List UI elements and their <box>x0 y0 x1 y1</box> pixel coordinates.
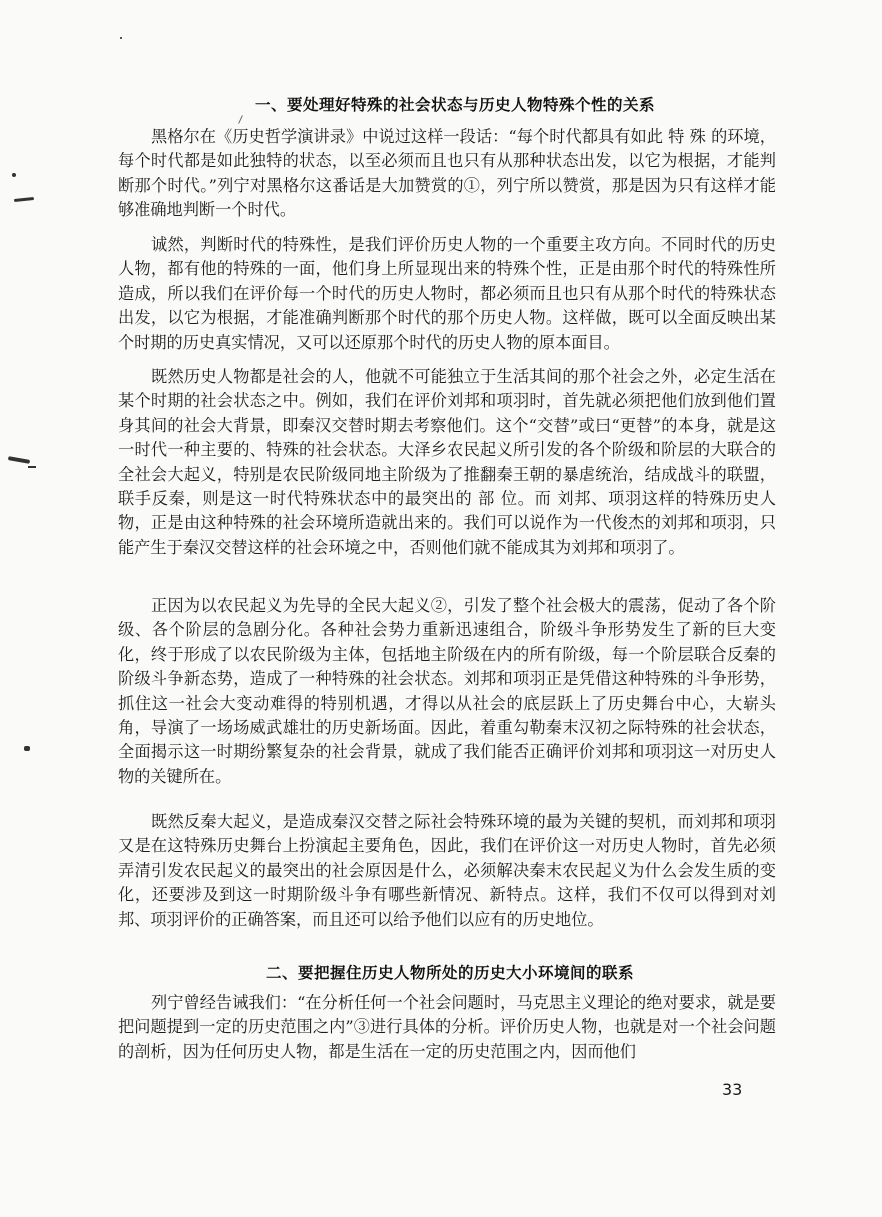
page-number: 33 <box>722 1080 743 1099</box>
ink-speck <box>8 456 30 464</box>
paragraph: 黑格尔在《历史哲学演讲录》中说过这样一段话：“每个时代都具有如此 特 殊 的环境，每个时代都是如此独特的状态，以至必须而且也只有从那种状态出发，以它为根据，才能判断那个时代。”列宁对黑格尔这番话是大加赞赏的①，列宁所以赞赏，那是因为只有这样才能够准确地判断一个时代。 <box>118 127 776 220</box>
paragraph: 既然历史人物都是社会的人，他就不可能独立于生活其间的那个社会之外，必定生活在某个时期的社会状态之中。例如，我们在评价刘邦和项羽时，首先就必须把他们放到他们置身其间的社会大背景，即秦汉交替时期去考察他们。这个“交替”或曰“更替”的本身，就是这一时代一种主要的、特殊的社会状态。大泽乡农民起义所引发的各个阶级和阶层的大联合的全社会大起义，特别是农民阶级同地主阶级为了推翻秦王朝的暴虐统治，结成战斗的联盟，联手反秦，则是这一时代特殊状态中的最突出的 部 位。而 刘邦、项羽这样的特殊历史人物，正是由这种特殊的社会环境所造就出来的。我们可以说作为一代俊杰的刘邦和项羽，只能产生于秦汉交替这样的社会环境之中，否则他们就不能成其为刘邦和项羽了。 <box>118 367 776 557</box>
paragraph: 正因为以农民起义为先导的全民大起义②，引发了整个社会极大的震荡，促动了各个阶级、各个阶层的急剧分化。各种社会势力重新迅速组合，阶级斗争形势发生了新的巨大变化，终于形成了以农民阶级为主体，包括地主阶级在内的所有阶级，每一个阶层联合反秦的阶级斗争新态势，造成了一种特殊的社会状态。刘邦和项羽正是凭借这种特殊的斗争形势，抓住这一社会大变动难得的特别机遇，才得以从社会的底层跃上了历史舞台中心，大崭头角，导演了一场场威武雄壮的历史新场面。因此，着重勾勒秦末汉初之际特殊的社会状态，全面揭示这一时期纷繁复杂的社会背景，就成了我们能否正确评价刘邦和项羽这一对历史人物的关键所在。 <box>118 596 776 786</box>
ink-speck <box>28 466 36 468</box>
ink-speck <box>12 173 16 177</box>
ink-speck <box>24 746 30 751</box>
section-heading-2: 二、要把握住历史人物所处的历史大小环境间的联系 <box>265 964 634 982</box>
ink-speck <box>238 115 243 124</box>
ink-speck <box>14 197 34 202</box>
paragraph: 既然反秦大起义，是造成秦汉交替之际社会特殊环境的最为关键的契机，而刘邦和项羽又是在这特殊历史舞台上扮演起主要角色，因此，我们在评价这一对历史人物时，首先必须弄清引发农民起义的最突出的社会原因是什么，必须解决秦末农民起义为什么会发生质的变化，还要涉及到这一时期阶级斗争有哪些新情况、新特点。这样，我们不仅可以得到对刘邦、项羽评价的正确答案，而且还可以给予他们以应有的历史地位。 <box>118 812 776 929</box>
paragraph: 诚然，判断时代的特殊性，是我们评价历史人物的一个重要主攻方向。不同时代的历史人物，都有他的特殊的一面，他们身上所显现出来的特殊个性，正是由那个时代的特殊性所造成，所以我们在评价每一个时代的历史人物时，都必须而且也只有从那个时代的特殊状态出发，以它为根据，才能准确判断那个时代的那个历史人物。这样做，既可以全面反映出某个时期的历史真实情况，又可以还原那个时代的历史人物的原本面目。 <box>118 235 776 352</box>
section-heading-1: 一、要处理好特殊的社会状态与历史人物特殊个性的关系 <box>254 96 655 114</box>
paragraph: 列宁曾经告诫我们：“在分析任何一个社会问题时，马克思主义理论的绝对要求，就是要把问题提到一定的历史范围之内”③进行具体的分析。评价历史人物，也就是对一个社会问题的剖析，因为任何历史人物，都是生活在一定的历史范围之内，因而他们 <box>118 993 776 1061</box>
ink-speck <box>120 37 122 39</box>
